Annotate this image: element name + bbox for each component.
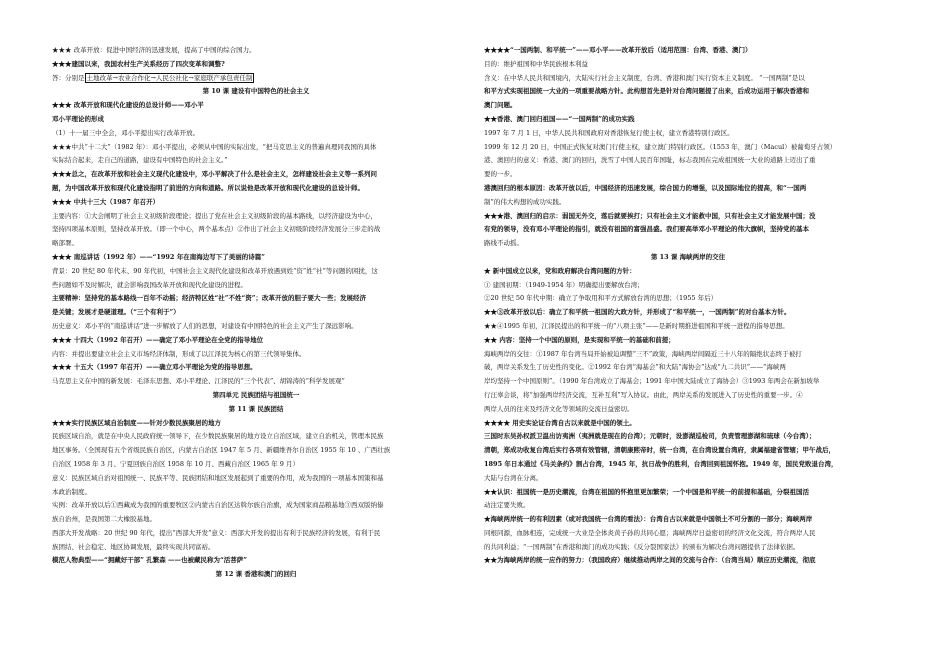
line-text: 两岸人员的往来及经济文化等领域的交流日益密切。 bbox=[484, 404, 634, 413]
line-text: 第四单元 民族团结与祖国统一 bbox=[212, 390, 300, 399]
line-text: ★★★ 中共十三大（1987 年召开） bbox=[52, 197, 160, 206]
text-line bbox=[484, 292, 892, 306]
text-line bbox=[484, 154, 892, 168]
line-text: 清朝，郑成功收复台湾后实行各项有效管辖，清朝康熙帝时，统一台湾，在台湾设置台湾府，隶属福建省管辖；甲午战后， bbox=[484, 446, 835, 455]
line-text: 目的：维护祖国和中华民族根本利益 bbox=[484, 59, 588, 68]
text-line bbox=[484, 168, 892, 182]
line-text: 第 11 课 民族团结 bbox=[228, 404, 284, 413]
section-heading bbox=[52, 403, 460, 417]
text-line bbox=[52, 237, 460, 251]
text-line bbox=[52, 265, 460, 279]
line-text: 邓小平理论的形成 bbox=[52, 114, 104, 123]
text-line bbox=[52, 154, 460, 168]
line-text: ★★★★“一国两制、和平统一”——邓小平——改革开放后（适用范围：台湾、香港、澳门） bbox=[484, 46, 752, 54]
left-column bbox=[52, 44, 460, 582]
text-line bbox=[52, 306, 460, 320]
text-line bbox=[52, 58, 460, 72]
line-text: 实例：改革开放以后①西藏成为我国的重要牧区②内蒙古自治区达斡尔族自治旗，成为国家商品粮基地③西双版纳傣 bbox=[52, 501, 384, 510]
line-text: ★★★ 十四大（1992 年召开）——确定了邓小平理论在全党的指导地位 bbox=[52, 335, 264, 344]
line-text: 实际结合起来，走自己的道路，建设有中国特色的社会主义。” bbox=[52, 156, 228, 165]
text-line bbox=[52, 444, 460, 458]
line-text: 1999 年 12 月 20 日，中国正式恢复对澳门行使主权，建立澳门特别行政区。（1553 年，澳门（Macul）被葡萄牙占领） bbox=[484, 142, 837, 151]
text-line bbox=[52, 486, 460, 500]
text-line bbox=[52, 361, 460, 375]
text-line bbox=[52, 72, 460, 86]
line-text: 大陆与台湾在分离。 bbox=[484, 473, 543, 482]
text-line bbox=[52, 320, 460, 334]
line-text: ★★★ 改革开放和现代化建设的总设计师——邓小平 bbox=[52, 101, 204, 110]
line-text: 是关键；发展才是硬道理。（“三个有利于”） bbox=[52, 308, 180, 317]
line-text: 路线不动摇。 bbox=[484, 239, 523, 248]
text-line bbox=[52, 499, 460, 513]
line-text: 略部署。 bbox=[52, 239, 78, 248]
line-text: 意义：民族区域自治对祖国统一、民族平等、民族团结和地区发展起到了重要的作用，成为我国的一项基本国策和基 bbox=[52, 473, 384, 482]
line-text: 行汪辜会谈，将“加强两岸经济交流，互补互利”写入协议。由此，两岸关系的发展进入了历史性的重要一步。④ bbox=[484, 390, 803, 399]
line-text: 模范人物典型——“拥藏好干部” 孔繁森 ——也被藏民称为“活菩萨” bbox=[52, 556, 247, 565]
text-line bbox=[52, 472, 460, 486]
line-text: 西部大开发战略：20 世纪 90 年代，提出“西部大开发”意义：西部大开发的提出有利于民族经济的发展，有利于民 bbox=[52, 528, 381, 537]
text-line bbox=[484, 223, 892, 237]
text-line bbox=[484, 375, 892, 389]
text-line bbox=[484, 279, 892, 293]
line-text: 岸均坚持一个中国原则”。（1990 年台湾成立了海基会；1991 年中国大陆成立了海协会）③1993 年两会在新加坡举 bbox=[484, 377, 820, 386]
line-text: ★★④1995 年初，江泽民提出的和平统一的“八项主张”——是新时期推进祖国和平统一进程的指导思想。 bbox=[484, 321, 789, 330]
line-text: ★★香港、澳门回归祖国——“一国两制”的成功实践 bbox=[484, 114, 635, 123]
text-line bbox=[52, 292, 460, 306]
section-heading bbox=[484, 251, 892, 265]
line-text: 主要内容：①大会阐明了社会主义初级阶段理论；提出了党在社会主义初级阶段的基本路线，以经济建设为中心， bbox=[52, 211, 377, 220]
text-line bbox=[484, 472, 892, 486]
text-line bbox=[52, 113, 460, 127]
text-line bbox=[484, 196, 892, 210]
line-text: 答：分别是 bbox=[52, 73, 85, 82]
line-text: 澳门问题。 bbox=[484, 101, 517, 110]
text-line bbox=[52, 182, 460, 196]
text-line bbox=[484, 499, 892, 513]
text-line bbox=[52, 196, 460, 210]
line-text: ★★★★ 用史实论证台湾自古以来就是中国的领土。 bbox=[484, 418, 636, 427]
boxed-answer: 土地改革→农业合作化→人民公社化→家庭联产承包责任制 bbox=[86, 73, 253, 82]
line-text: 海峡两岸的交往：①1987 年台湾当局开始被迫调整“三不”政策，海峡两岸间隔近三十八年的隔绝状态终于被打 bbox=[484, 349, 802, 358]
text-line bbox=[52, 541, 460, 555]
text-line bbox=[52, 210, 460, 224]
line-text: 些问题如不及时解决，就会影响我国改革开放和现代化建设的进程。 bbox=[52, 280, 247, 289]
line-text: ②20 世纪 50 年代中期：确立了争取用和平方式解放台湾的思想；（1955 年后） bbox=[484, 294, 718, 303]
line-text: 动注定要失败。 bbox=[484, 501, 530, 510]
line-text: ★★★ 改革开放：促进中国经济的迅速发展，提高了中国的综合国力。 bbox=[52, 46, 256, 54]
line-text: ① 建国初期：（1949-1954 年）明确提出要解放台湾； bbox=[484, 280, 644, 289]
text-line bbox=[52, 168, 460, 182]
text-line bbox=[484, 430, 892, 444]
text-line bbox=[484, 306, 892, 320]
line-text: ★★③改革开放以后：确立了和平统一祖国的大政方针，并形成了“和平统一，一国两制”的对台基本方针。 bbox=[484, 308, 791, 317]
line-text: ★★★港、澳回归的启示：弱国无外交，落后就要挨打；只有社会主义才能救中国，只有社会主义才能发展中国；没 bbox=[484, 211, 816, 220]
text-line bbox=[484, 348, 892, 362]
text-line bbox=[484, 113, 892, 127]
line-text: 题，为中国改革开放和现代化建设指明了前进的方向和道路。所以说他是改革开放和现代化建设的总设计师。 bbox=[52, 183, 364, 192]
text-line bbox=[484, 320, 892, 334]
text-line bbox=[52, 554, 460, 568]
line-text: 坚持四项基本原则，坚持改革开放。（即一个中心，两个基本点）②作出了社会主义初级阶段经济发展分三步走的战 bbox=[52, 225, 381, 234]
text-line bbox=[52, 99, 460, 113]
text-line bbox=[52, 458, 460, 472]
text-line bbox=[484, 458, 892, 472]
text-line bbox=[484, 403, 892, 417]
line-text: ★★★总之，在改革开放和社会主义现代化建设中，邓小平解决了什么是社会主义，怎样建设社会主义等一系列问 bbox=[52, 170, 377, 179]
line-text: 历史意义：邓小平的“南巡讲话”进一步解放了人们的思想，对建设有中国特色的社会主义产生了深远影响。 bbox=[52, 321, 358, 330]
line-text: 和平方式实现祖国统一大业的一项重要战略方针。此构想首先是针对台湾问题提了出来，后成功运用于解决香港和 bbox=[484, 87, 809, 96]
text-line bbox=[484, 334, 892, 348]
text-line bbox=[484, 44, 892, 58]
text-line bbox=[484, 541, 892, 555]
line-text: 1895 年日本通过《马关条约》割占台湾，1945 年，抗日战争的胜利，台湾回到祖国怀抱。1949 年，国民党败退台湾， bbox=[484, 459, 838, 468]
line-text: ★★为海峡两岸的统一应作的努力：（我国政府）继续推动两岸之间的交流与合作：（台湾当局）顺应历史潮流，彻底 bbox=[484, 556, 816, 565]
line-text: 港澳回归的根本原因：改革开放以后，中国经济的迅速发展，综合国力的增强，以及国际地位的提高，和“一国两 bbox=[484, 183, 807, 192]
line-text: 港、澳回归的意义：香港、澳门的回归，洗雪了中国人民百年国耻，标志我国在完成祖国统一大业的道路上迈出了重 bbox=[484, 156, 816, 165]
text-line bbox=[52, 430, 460, 444]
line-text: 第 12 课 香港和澳门的回归 bbox=[215, 570, 297, 579]
text-line bbox=[484, 58, 892, 72]
text-line bbox=[484, 527, 892, 541]
text-line bbox=[484, 513, 892, 527]
text-line bbox=[484, 389, 892, 403]
line-text: ★★★建国以来，我国农村生产关系经历了四次变革和调整? bbox=[52, 59, 225, 68]
text-line bbox=[484, 237, 892, 251]
text-line bbox=[52, 527, 460, 541]
line-text: ★海峡两岸统一的有利因素（或对我国统一台湾的看法）：台湾自古以来就是中国领土不可分割的一部分；海峡两岸 bbox=[484, 515, 813, 524]
line-text: 内容：并提出要建立社会主义市场经济体制，形成了以江泽民为核心的第三代领导集体。 bbox=[52, 349, 306, 358]
line-text: ★★认识：祖国统一是历史潮流，台湾在祖国的怀抱里更加繁荣；一个中国是和平统一的前提和基础，分裂祖国活 bbox=[484, 487, 809, 496]
text-line bbox=[52, 223, 460, 237]
line-text: 制”的伟大构想的成功实践。 bbox=[484, 197, 566, 206]
line-text: 的共同利益；“一国两制”在香港和澳门的成功实践；《反分裂国家法》的颁布为解决台湾问题提供了法律依据。 bbox=[484, 542, 800, 551]
line-text: ★★★中共“十二大”（1982 年）：邓小平提出，必须从中国的实际出发，“把马克思主义的普遍真理同我国的具体 bbox=[52, 142, 377, 151]
line-text: （1）十一届三中全会，邓小平提出实行改革开放。 bbox=[52, 128, 200, 137]
line-text: 破，两岸关系发生了历史性的变化。②1992 年台湾“海基会”和大陆“海协会”达成“九二共识”——“海峡两 bbox=[484, 363, 786, 372]
line-text: 本政治制度。 bbox=[52, 487, 91, 496]
line-text: 要的一步。 bbox=[484, 170, 517, 179]
line-text: 主要精神：坚持党的基本路线一百年不动摇；经济特区姓“社”不姓“资”；改革开放的胆子要大一些；发展经济 bbox=[52, 294, 366, 303]
section-heading bbox=[52, 389, 460, 403]
text-line bbox=[52, 375, 460, 389]
text-line bbox=[484, 417, 892, 431]
text-line bbox=[484, 554, 892, 568]
line-text: 第 10 课 建设有中国特色的社会主义 bbox=[202, 87, 310, 96]
text-line bbox=[52, 141, 460, 155]
line-text: 族团结、社会稳定、地区协调发展，最终实现共同富裕。 bbox=[52, 542, 215, 551]
line-text: 三国时东吴孙权派卫温出访夷洲（夷洲就是现在的台湾）；元朝时，设澎湖巡检司，负责管理澎湖和琉球（今台湾）； bbox=[484, 432, 816, 441]
line-text: 地区事务。（全国现有五个省级民族自治区，内蒙古自治区 1947 年 5 月、新疆维吾尔自治区 1955 年 10 、广西壮族 bbox=[52, 446, 391, 455]
text-line bbox=[52, 348, 460, 362]
text-line bbox=[52, 44, 460, 58]
line-text: 1997 年 7 月 1 日，中华人民共和国政府对香港恢复行使主权，建立香港特别行政区。 bbox=[484, 128, 734, 137]
text-line bbox=[484, 85, 892, 99]
text-line bbox=[484, 127, 892, 141]
line-text: ★ 新中国成立以来，党和政府解决台湾问题的方针： bbox=[484, 266, 636, 275]
text-line bbox=[484, 182, 892, 196]
line-text: 马克思主义在中国的新发展：毛泽东思想、邓小平理论、江泽民的“三个代表”、胡锦涛的“科学发展观” bbox=[52, 377, 345, 386]
text-line bbox=[484, 141, 892, 155]
text-line bbox=[52, 417, 460, 431]
section-heading bbox=[52, 568, 460, 582]
line-text: 背景：20 世纪 80 年代末、90 年代初，中国社会主义现代化建设和改革开放遇到姓“资”姓“社”等问题的困扰，这 bbox=[52, 266, 378, 275]
line-text: 第 13 课 海峡两岸的交往 bbox=[650, 252, 726, 261]
line-text: ★★★ 南巡讲话（1992 年）——“1992 年在南海边写下了美丽的诗篇” bbox=[52, 252, 265, 261]
line-text: ★★ 内容：坚持一个中国的原则，是实现和平统一的基础和前提； bbox=[484, 335, 675, 344]
text-line bbox=[484, 99, 892, 113]
line-text: 含义：在中华人民共和国境内，大陆实行社会主义制度，台湾、香港和澳门实行资本主义制度。 “一国两制”是以 bbox=[484, 73, 805, 82]
line-text: ★★★实行民族区域自治制度——针对少数民族聚居的地方 bbox=[52, 418, 221, 427]
section-heading bbox=[52, 85, 460, 99]
text-line bbox=[52, 279, 460, 293]
text-line bbox=[52, 127, 460, 141]
text-line bbox=[484, 361, 892, 375]
text-line bbox=[52, 513, 460, 527]
text-line bbox=[484, 210, 892, 224]
line-text: 自治区 1958 年 3 月、宁夏回族自治区 1958 年 10 月、西藏自治区 1965 年 9 月） bbox=[52, 459, 299, 468]
text-line bbox=[484, 72, 892, 86]
line-text: ★★★ 十五大（1997 年召开）——确立邓小平理论为党的指导思想。 bbox=[52, 363, 257, 372]
right-column bbox=[484, 44, 892, 568]
text-line bbox=[484, 444, 892, 458]
text-line bbox=[52, 251, 460, 265]
line-text: 民族区域自治，就是在中央人民政府统一领导下，在少数民族聚居的地方设立自治区域，建立自治机关，管理本民族 bbox=[52, 432, 384, 441]
text-line bbox=[484, 486, 892, 500]
text-line bbox=[52, 334, 460, 348]
line-text: 同根同源，血脉相连，完成统一大业是全体炎黄子孙的共同心愿；海峡两岸日益密切的经济文化交流，符合两岸人民 bbox=[484, 528, 816, 537]
line-text: 有党的领导，没有邓小平理论的指引，就没有祖国的富强昌盛。我们要高举邓小平理论的伟大旗帜，坚持党的基本 bbox=[484, 225, 809, 234]
text-line bbox=[484, 265, 892, 279]
line-text: 族自治州，是我国第二大橡胶基地。 bbox=[52, 515, 156, 524]
